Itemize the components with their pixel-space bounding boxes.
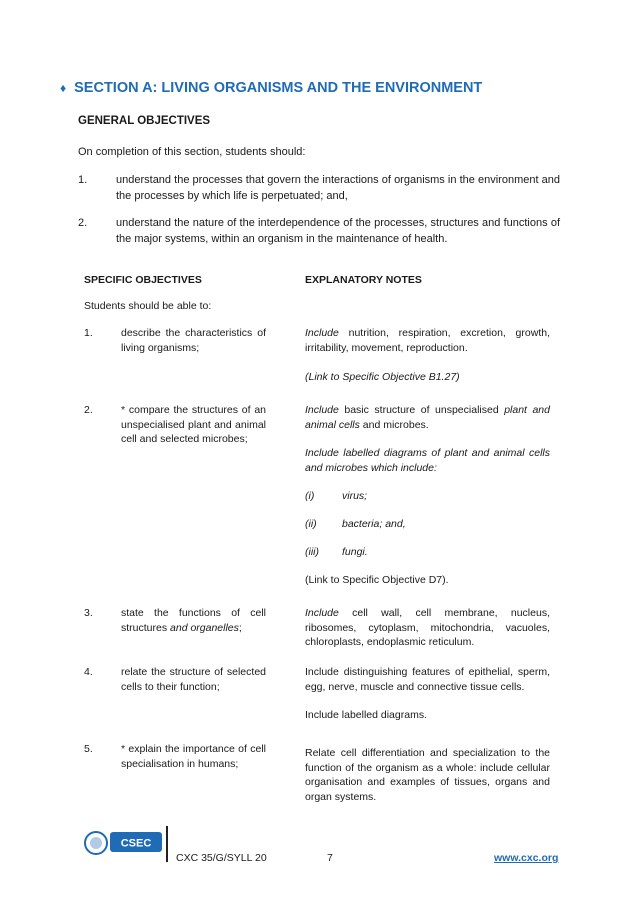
cxc-csec-logo <box>82 826 164 860</box>
students-lead: Students should be able to: <box>84 300 212 312</box>
page-number: 7 <box>327 852 333 864</box>
explanatory-notes-heading: EXPLANATORY NOTES <box>305 274 422 286</box>
specific-objectives-heading: SPECIFIC OBJECTIVES <box>84 274 202 286</box>
specific-objective-2: 2. * compare the structures of an unspecialised plant and animal cell and selected microbes; <box>84 404 266 445</box>
note-2-sub-item: (i) virus; <box>305 490 368 502</box>
note-5: Relate cell differentiation and specialization to the function of the organism as a whole: include cellular organisation and examples of tissues, organs and organ systems. <box>305 747 550 803</box>
note-2-sub-item: (ii) bacteria; and, <box>305 518 406 530</box>
note-2-link: (Link to Specific Objective D7). <box>305 574 449 586</box>
general-objectives-heading: GENERAL OBJECTIVES <box>78 115 211 127</box>
note-1: Include nutrition, respiration, excretion, growth, irritability, movement, reproduction. <box>305 327 550 354</box>
specific-objective-5: 5. * explain the importance of cell specialisation in humans; <box>84 743 266 770</box>
section-title: ♦ SECTION A: LIVING ORGANISMS AND THE ENVIRONMENT <box>60 80 483 96</box>
diamond-bullet-icon: ♦ <box>60 81 67 95</box>
general-objective-2: 2. understand the nature of the interdependence of the processes, structures and functions of the major systems, within an organism in the maintenance of health. <box>78 217 560 245</box>
specific-objective-3: 3. state the functions of cell structures and organelles; <box>84 607 266 634</box>
note-4: Include distinguishing features of epithelial, sperm, egg, nerve, muscle and connective tissue cells. <box>305 666 550 693</box>
specific-objective-4: 4. relate the structure of selected cells to their function; <box>84 666 266 693</box>
footer-divider <box>166 826 168 862</box>
note-2-diagrams: Include labelled diagrams of plant and animal cells and microbes which include: <box>305 447 550 474</box>
note-4-diagrams: Include labelled diagrams. <box>305 709 427 721</box>
note-2-sub-item: (iii) fungi. <box>305 546 368 558</box>
specific-objective-1: 1. describe the characteristics of living organisms; <box>84 327 266 354</box>
cxc-website-link[interactable]: www.cxc.org <box>494 852 559 864</box>
footer-syllabus-code: CXC 35/G/SYLL 20 <box>176 852 267 864</box>
csec-logo-text: CSEC <box>120 837 152 850</box>
general-intro: On completion of this section, students should: <box>78 146 306 158</box>
note-3: Include cell wall, cell membrane, nucleus, ribosomes, cytoplasm, mitochondria, vacuoles, chloroplasts, endoplasmic reticulum. <box>305 607 550 648</box>
note-1-link: (Link to Specific Objective B1.27) <box>305 371 460 383</box>
note-2: Include basic structure of unspecialised plant and animal cells and microbes. <box>305 404 550 431</box>
general-objective-1: 1. understand the processes that govern the interactions of organisms in the environment and the processes by which life is perpetuated; and, <box>78 174 560 202</box>
